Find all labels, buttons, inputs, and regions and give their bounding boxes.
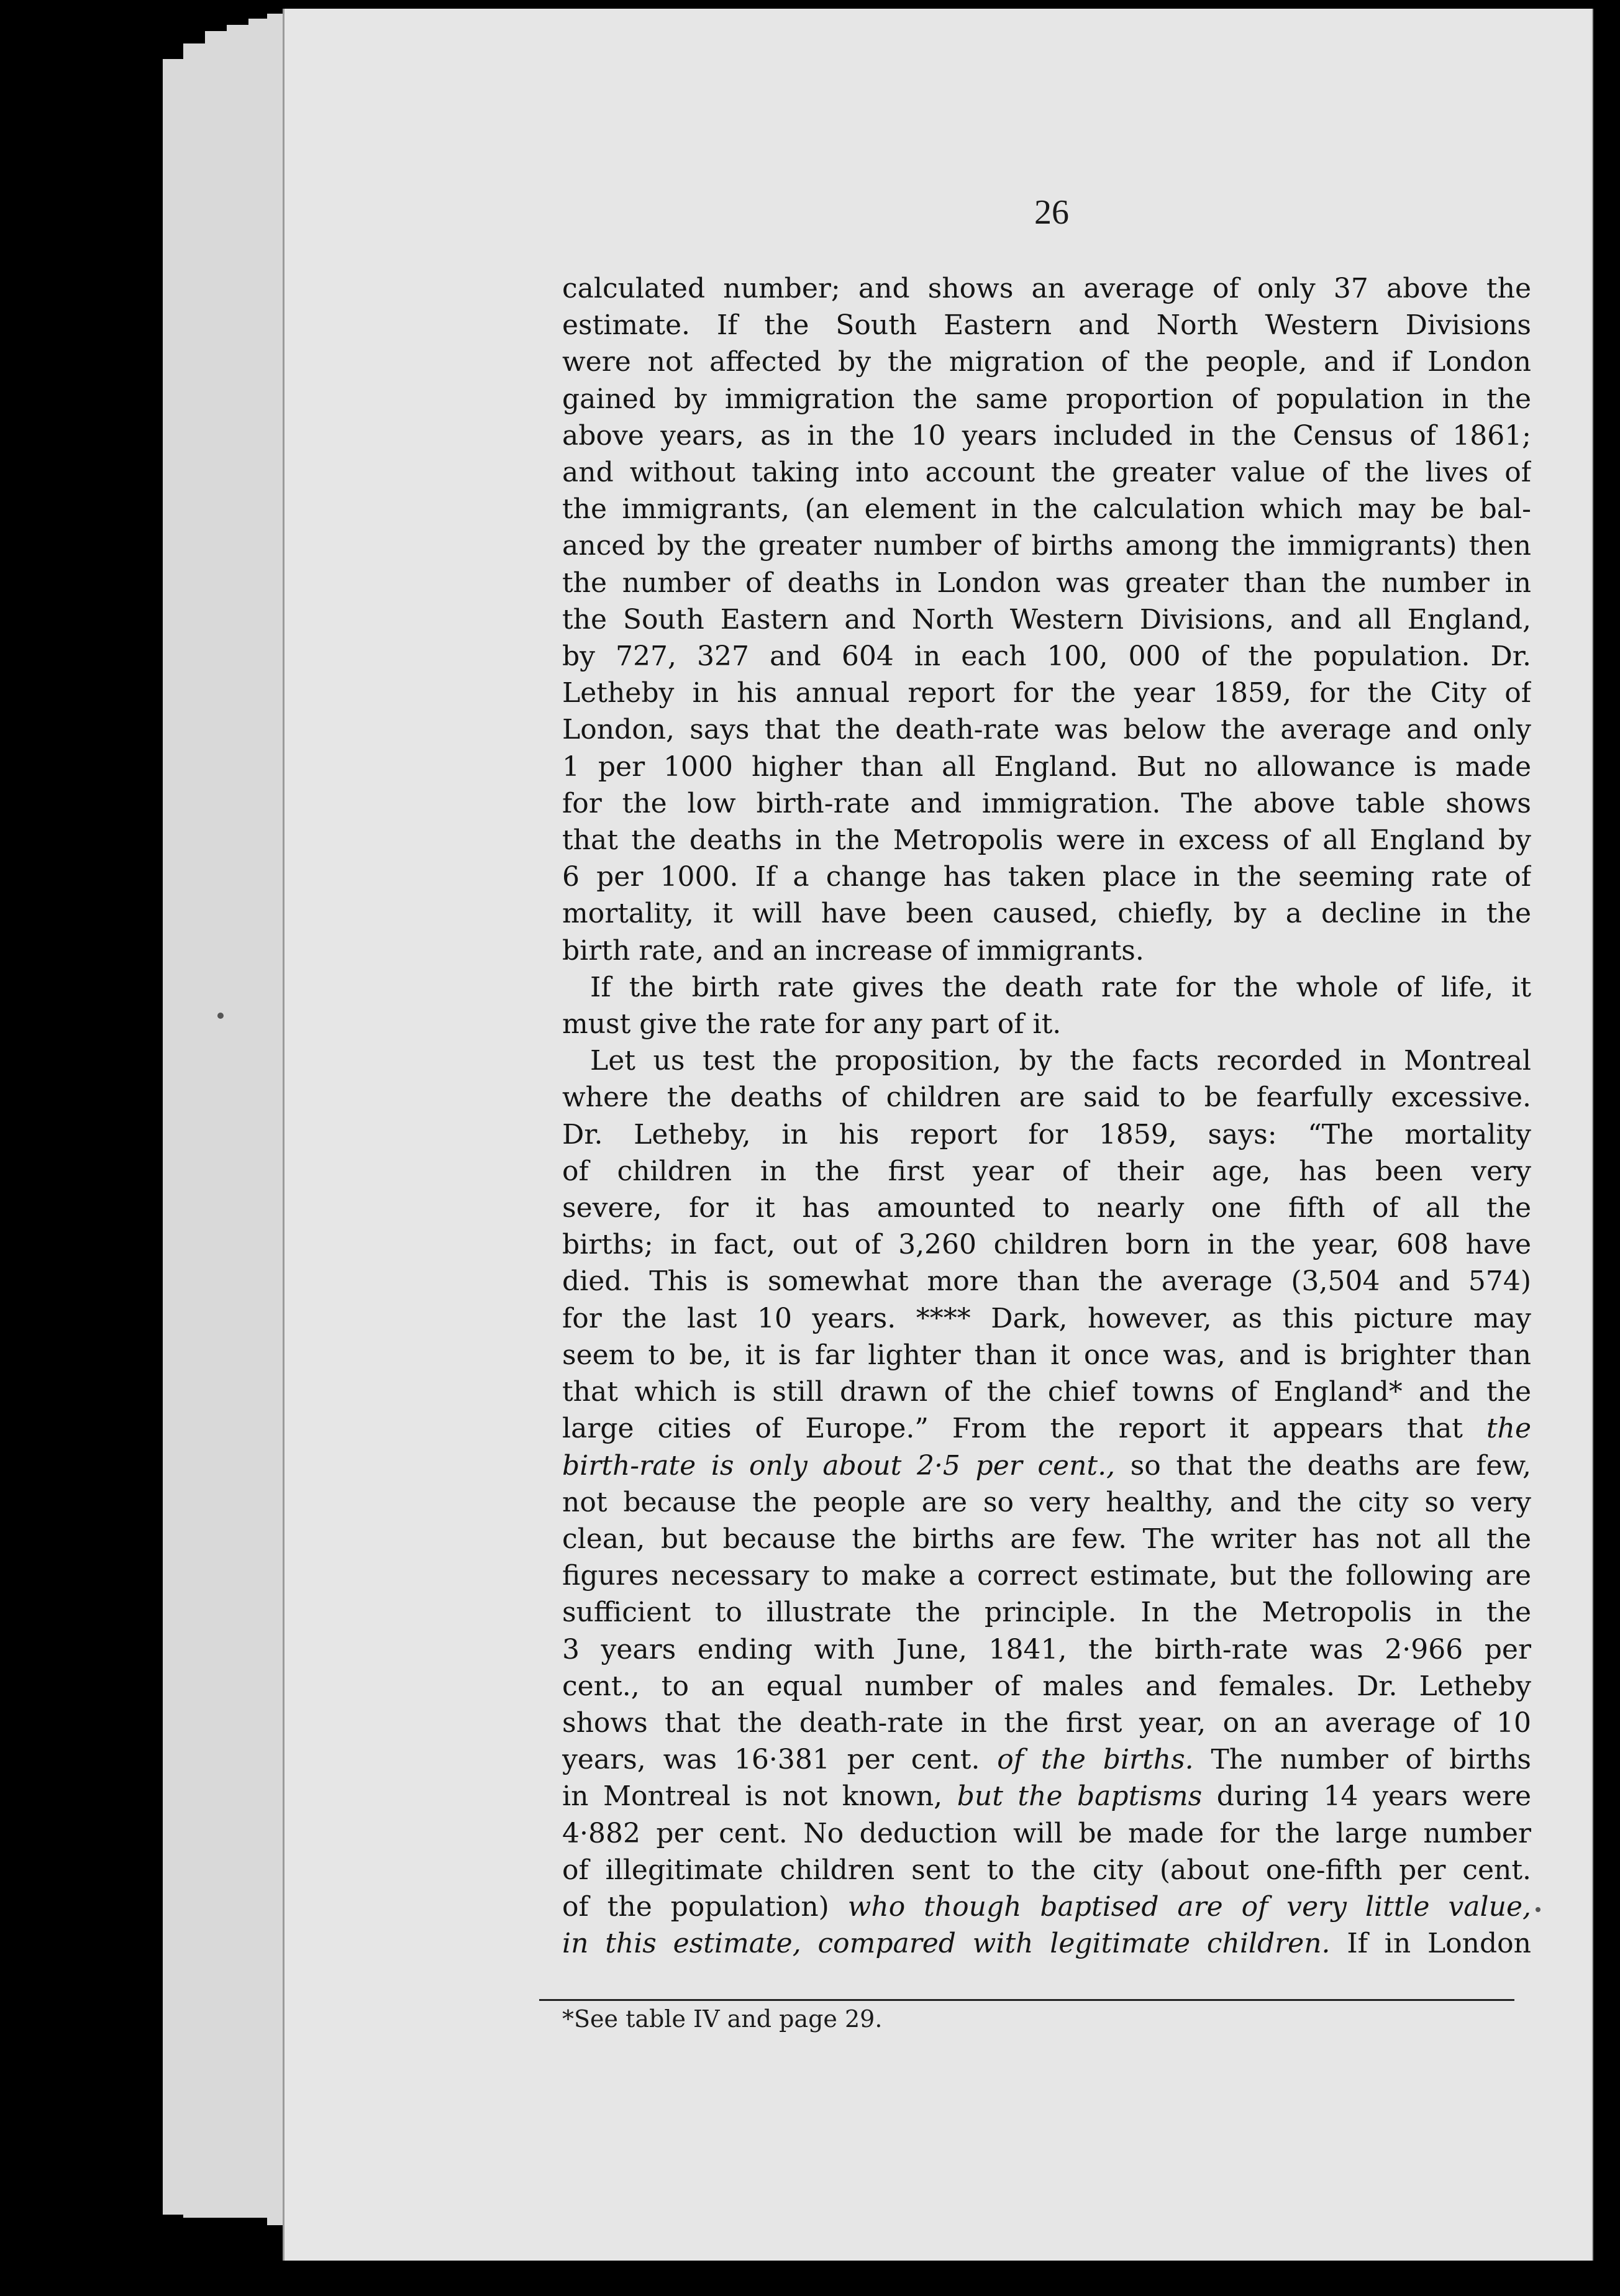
text-run: not because the people are so very healthy, and the city so very (562, 1486, 1531, 1518)
italic-text: the (1462, 1413, 1531, 1445)
text-run: were not affected by the migration of the people, and if London (562, 346, 1531, 378)
text-run: mortality, it will have been caused, chiefly, by a decline in the (562, 898, 1531, 930)
text-line (562, 859, 1531, 895)
text-line (562, 601, 1531, 638)
text-line (562, 1374, 1531, 1410)
text-run: gained by immigration the same proportion of population in the (562, 383, 1531, 415)
text-run: years, was 16·381 per cent. (562, 1744, 980, 1776)
text-line (562, 1447, 1531, 1484)
text-run: so that the deaths are few, (1115, 1449, 1531, 1482)
text-line (562, 785, 1531, 822)
text-line (562, 932, 1531, 969)
text-run: figures necessary to make a correct estimate, but the following are (562, 1560, 1531, 1592)
text-run: the immigrants, (an element in the calculation which may be bal- (562, 493, 1531, 526)
text-run: during 14 years were (1202, 1780, 1531, 1813)
text-run: where the deaths of children are said to be fearfully excessive. (562, 1082, 1531, 1114)
text-line (562, 749, 1531, 785)
text-run: for the low birth-rate and immigration. The above table shows (562, 787, 1531, 819)
text-run: clean, but because the births are few. The writer has not all the (562, 1523, 1531, 1555)
footnote: *See table IV and page 29. (562, 2005, 883, 2033)
text-run: by 727, 327 and 604 in each 100, 000 of the population. Dr. (562, 640, 1531, 673)
text-run: birth rate, and an increase of immigrants. (562, 934, 1144, 967)
text-run: of the population) (562, 1890, 829, 1923)
text-run: in Montreal is not known, (562, 1780, 943, 1813)
text-run: of illegitimate children sent to the city (about one-fifth per cent. (562, 1854, 1531, 1886)
text-run: must give the rate for any part of it. (562, 1008, 1062, 1041)
text-run: The number of births (1193, 1744, 1531, 1776)
text-run: the South Eastern and North Western Divisions, and all England, (562, 603, 1531, 636)
text-run: that the deaths in the Metropolis were in excess of all England by (562, 824, 1531, 857)
text-run: of children in the first year of their age, has been very (562, 1155, 1531, 1187)
text-line (562, 1594, 1531, 1631)
italic-text: in this estimate, compared with legitimate children. (562, 1928, 1331, 1960)
text-run: sufficient to illustrate the principle. In the Metropolis in the (562, 1597, 1531, 1629)
text-run: Dr. Letheby, in his report for 1859, says: “The mortality (562, 1118, 1531, 1150)
text-line (562, 1226, 1531, 1263)
text-line (562, 1042, 1531, 1079)
text-run: seem to be, it is far lighter than it once was, and is brighter than (562, 1339, 1531, 1371)
italic-text: but the baptisms (942, 1780, 1203, 1813)
text-line (562, 822, 1531, 859)
text-run: Letheby in his annual report for the year 1859, for the City of (562, 677, 1531, 709)
text-line (562, 1888, 1531, 1925)
text-run: 6 per 1000. If a change has taken place in the seeming rate of (562, 861, 1531, 893)
text-run: If in London (1330, 1928, 1531, 1960)
text-line (562, 1153, 1531, 1190)
text-run: births; in fact, out of 3,260 children born in the year, 608 have (562, 1229, 1531, 1261)
text-run: anced by the greater number of births among the immigrants) then (562, 530, 1531, 562)
text-run: large cities of Europe.” From the report it appears that (562, 1413, 1463, 1445)
text-run: died. This is somewhat more than the average (3,504 and 574) (562, 1265, 1531, 1298)
text-line (562, 1741, 1531, 1778)
text-run: If the birth rate gives the death rate for the whole of life, it (590, 971, 1531, 1003)
text-line (562, 491, 1531, 527)
text-run: shows that the death-rate in the first year, on an average of 10 (562, 1706, 1531, 1739)
text-line (562, 1631, 1531, 1668)
text-run: estimate. If the South Eastern and North Western Divisions (562, 309, 1531, 342)
text-line (562, 1300, 1531, 1337)
text-line (562, 344, 1531, 380)
text-line (562, 1852, 1531, 1888)
text-line (562, 1925, 1531, 1962)
italic-text: of the births. (980, 1744, 1194, 1776)
text-run: the number of deaths in London was greater than the number in (562, 567, 1531, 599)
text-line (562, 1521, 1531, 1557)
text-line (562, 1778, 1531, 1815)
text-line (562, 969, 1531, 1006)
text-run: above years, as in the 10 years included in the Census of 1861; (562, 419, 1531, 452)
text-run: 4·882 per cent. No deduction will be made for the large number (562, 1817, 1531, 1849)
text-line (562, 417, 1531, 454)
text-line (562, 1815, 1531, 1852)
body-text (562, 270, 1531, 1962)
text-run: 1 per 1000 higher than all England. But no allowance is made (562, 750, 1531, 783)
text-line (562, 1190, 1531, 1226)
text-line (562, 565, 1531, 601)
text-line (562, 1006, 1531, 1042)
text-run: severe, for it has amounted to nearly one fifth of all the (562, 1192, 1531, 1224)
text-line (562, 381, 1531, 417)
text-line (562, 1705, 1531, 1741)
italic-text: birth-rate is only about 2·5 per cent., (562, 1449, 1116, 1482)
text-line (562, 527, 1531, 564)
text-line (562, 1116, 1531, 1153)
footnote-rule (539, 1999, 1514, 2001)
text-line (562, 307, 1531, 344)
text-line (562, 1410, 1531, 1447)
text-run: cent., to an equal number of males and females. Dr. Letheby (562, 1670, 1531, 1702)
text-line (562, 1079, 1531, 1116)
speck (1536, 1907, 1540, 1912)
text-line (562, 1557, 1531, 1594)
text-line (562, 454, 1531, 491)
text-run: London, says that the death-rate was below the average and only (562, 714, 1531, 746)
text-line (562, 1263, 1531, 1300)
text-line (562, 895, 1531, 932)
text-run: that which is still drawn of the chief towns of England* and the (562, 1376, 1531, 1408)
text-run: calculated number; and shows an average of only 37 above the (562, 273, 1531, 304)
text-line (562, 270, 1531, 307)
speck (217, 1013, 224, 1019)
text-run: for the last 10 years. **** Dark, however, as this picture may (562, 1302, 1531, 1334)
text-line (562, 711, 1531, 748)
text-line (562, 1484, 1531, 1521)
text-line (562, 638, 1531, 675)
text-run: and without taking into account the greater value of the lives of (562, 457, 1531, 489)
text-run: 3 years ending with June, 1841, the birth-rate was 2·966 per (562, 1633, 1531, 1665)
page-number: 26 (1034, 193, 1069, 232)
text-line (562, 675, 1531, 711)
italic-text: who though baptised are of very little value, (829, 1890, 1531, 1923)
text-run: Let us test the proposition, by the facts recorded in Montreal (590, 1045, 1531, 1077)
text-line (562, 1337, 1531, 1374)
text-line (562, 1668, 1531, 1705)
